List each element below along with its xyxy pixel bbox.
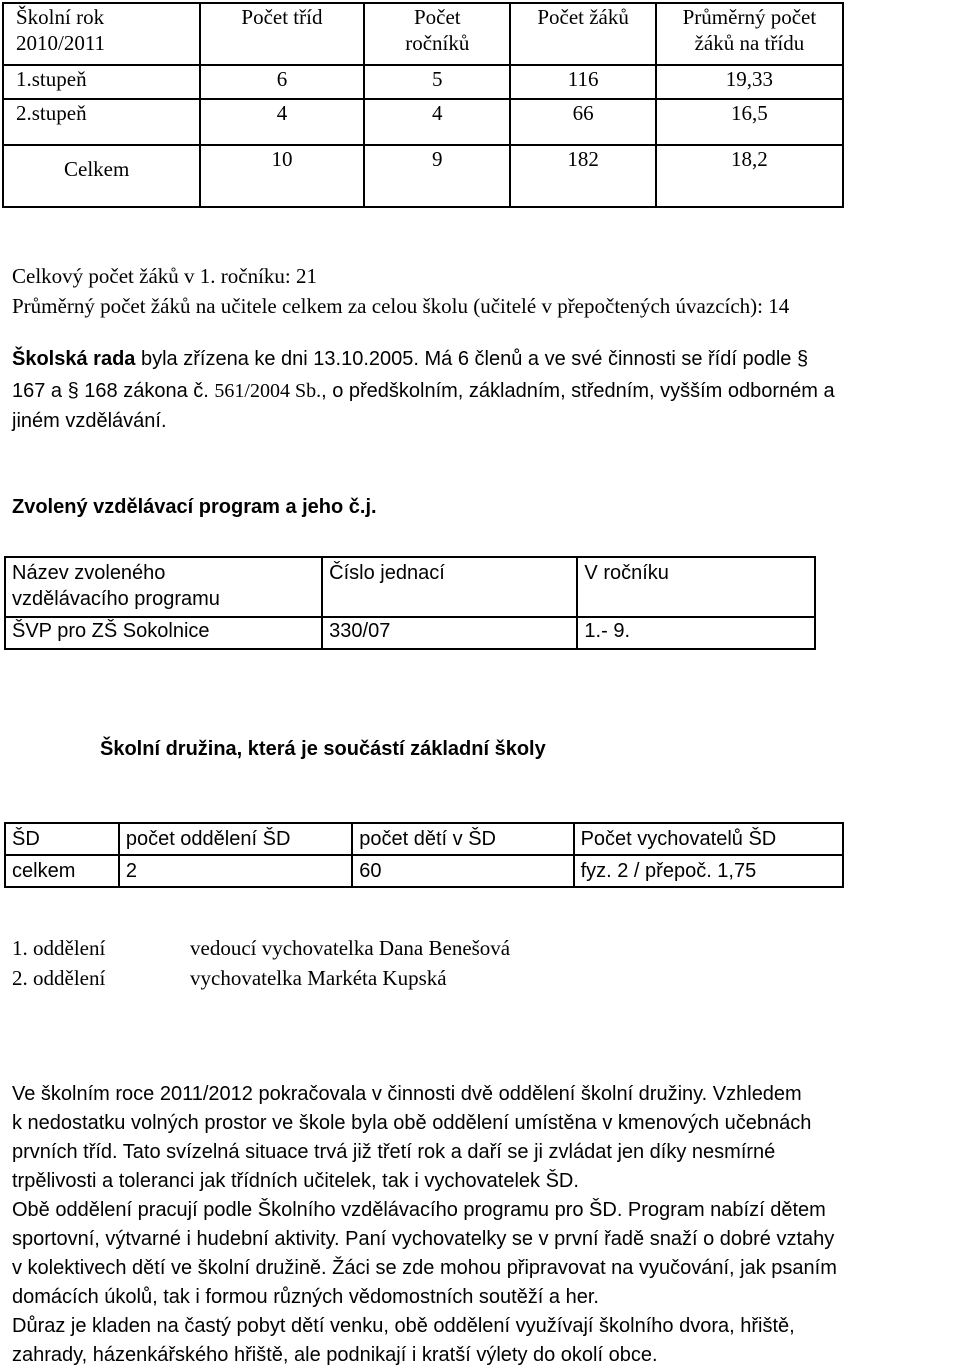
cell: 66 [510,99,655,145]
header-class-count: Počet tříd [200,3,365,65]
header-school-year: Školní rok 2010/2011 [3,3,200,65]
program-number-header: Číslo jednací [322,557,577,617]
row-label: 1.stupeň [3,65,200,99]
body-line: sportovní, výtvarné i hudební aktivity. Paní vychovatelky se v první řadě snaží o dobré vztahy [12,1228,835,1250]
school-board-members: Má 6 členů a ve své činnosti se řídí podle [424,348,797,370]
header-grade-count: Počet ročníků [364,3,510,65]
program-grade-header: V ročníku [577,557,815,617]
cell: 18,2 [656,145,843,207]
paragraph-sign: § [796,348,809,370]
cell: 116 [510,65,655,99]
cell: 6 [200,65,365,99]
body-line: Obě oddělení pracují podle Školního vzdělávacího programu pro ŠD. Program nabízí dětem [12,1199,826,1221]
program-name: ŠVP pro ZŠ Sokolnice [5,617,322,649]
program-heading: Zvolený vzdělávací program a jeho č.j. [12,496,377,518]
body-line: domácích úkolů, tak i formou různých vědomostních soutěží a her. [12,1286,599,1308]
cell: celkem [5,855,119,887]
row-label: 2.stupeň [3,99,200,145]
law-section-b: 168 zákona č. [84,380,215,402]
cell: 60 [352,855,573,887]
cell: 19,33 [656,65,843,99]
cell: 2 [119,855,352,887]
paragraph-sign: § [67,380,79,402]
class-stats-table [2,2,844,208]
cell: fyz. 2 / přepoč. 1,75 [574,855,843,887]
cell: 16,5 [656,99,843,145]
table-row [3,145,843,207]
header-sd: ŠD [5,823,119,855]
cell: 10 [200,145,365,207]
law-section-a: 167 a [12,380,68,402]
body-line: Ve školním roce 2011/2012 pokračovala v činnosti dvě oddělení školní družiny. Vzhledem [12,1083,802,1105]
cell: 4 [200,99,365,145]
program-table [4,556,816,650]
program-number: 330/07 [322,617,577,649]
header-avg-per-class: Průměrný počet žáků na třídu [656,3,843,65]
department-name: 2. oddělení [12,966,106,990]
law-title: , o předškolním, základním, středním, vyšším odborném a [321,380,835,402]
first-grade-total: Celkový počet žáků v 1. ročníku: 21 [12,264,318,288]
body-line: prvních tříd. Tato svízelná situace trvá již třetí rok a daří se ji zvládat jen díky nesmírné [12,1141,776,1163]
body-line: v kolektivech dětí ve školní družině. Žáci se zde mohou připravovat na vyučování, jak psaním [12,1257,837,1279]
body-line: zahrady, házenkářského hřiště, ale podnikají i kratší výlety do okolí obce. [12,1344,658,1366]
cell: 5 [364,65,510,99]
header-dept-count: počet oddělení ŠD [119,823,352,855]
druzina-heading: Školní družina, která je součástí základní školy [100,738,546,760]
program-name-header: Název zvoleného vzdělávacího programu [5,557,322,617]
avg-per-teacher: Průměrný počet žáků na učitele celkem za celou školu (učitelé v přepočtených úvazcích): 14 [12,294,790,318]
table-row [5,855,843,887]
department-person: vychovatelka Markéta Kupská [190,966,447,990]
cell: 182 [510,145,655,207]
header-pupil-count: Počet žáků [510,3,655,65]
druzina-table [4,822,844,888]
school-board-label: Školská rada [12,348,136,370]
header-children-count: počet dětí v ŠD [352,823,573,855]
body-line: trpělivosti a toleranci jak třídních učitelek, tak i vychovatelek ŠD. [12,1170,579,1192]
body-line: Důraz je kladen na častý pobyt dětí venku, obě oddělení využívají školního dvora, hřiště, [12,1315,795,1337]
school-board-line3: jiném vzdělávání. [12,410,167,432]
table-row [5,617,815,649]
department-name: 1. oddělení [12,936,106,960]
cell: 4 [364,99,510,145]
header-educators: Počet vychovatelů ŠD [574,823,843,855]
body-line: k nedostatku volných prostor ve škole byla obě oddělení umístěna v kmenových učebnách [12,1112,812,1134]
row-label: Celkem [3,145,200,207]
program-grades: 1.- 9. [577,617,815,649]
school-board-date: byla zřízena ke dni 13.10.2005. [135,348,425,370]
department-person: vedoucí vychovatelka Dana Benešová [190,936,511,960]
law-number: 561/2004 Sb. [214,380,322,402]
school-board-line1 [12,348,808,371]
table-row [3,99,843,145]
school-board-line2 [12,380,835,403]
cell: 9 [364,145,510,207]
table-row [3,65,843,99]
